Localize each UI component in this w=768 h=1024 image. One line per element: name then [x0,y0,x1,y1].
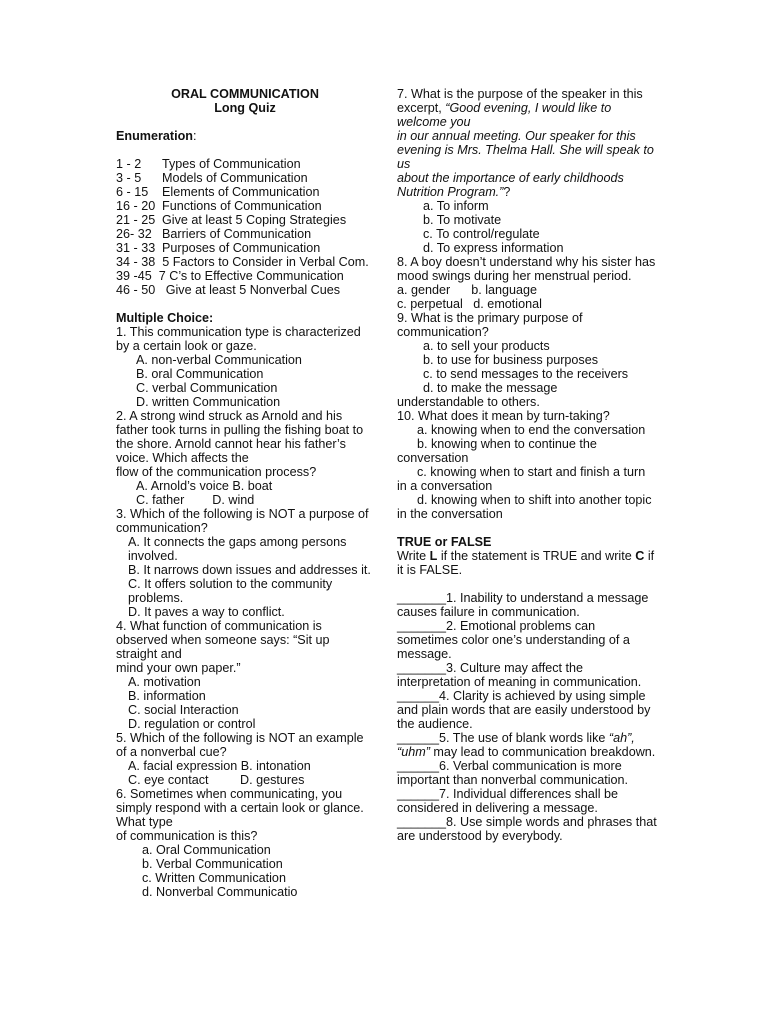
option: a. Oral Communication [142,843,271,857]
question-4: 4. What function of communication is observed when someone says: “Sit up straight and [116,619,330,661]
list-item: 34 - 38 5 Factors to Consider in Verbal Com. [116,255,369,269]
option: A. facial expression B. intonation [128,759,311,773]
question-6: 6. Sometimes when communicating, you simply respond with a certain look or glance. What type [116,787,364,829]
tf-heading: TRUE or FALSE [397,535,492,549]
option: C. It offers solution to the community problems. [128,577,333,605]
question-5: 5. Which of the following is NOT an example of a nonverbal cue? [116,731,364,759]
list-item: 6 - 15 Elements of Communication [116,185,320,199]
option: a. gender b. language [397,283,538,297]
tf-item-1: _______1. Inability to understand a message causes failure in communication. [397,591,649,619]
option: a. knowing when to end the conversation [417,423,646,437]
tf-item-3: _______3. Culture may affect the interpretation of meaning in communication. [397,661,642,689]
option-cont: understandable to others. [397,395,540,409]
question-8: 8. A boy doesn’t understand why his sister has mood swings during her menstrual period. [397,255,656,283]
option: c. knowing when to start and finish a turn in a conversation [397,465,646,493]
question-6-cont: of communication is this? [116,829,258,843]
option: b. To motivate [423,213,502,227]
option: b. knowing when to continue the conversation [397,437,597,465]
list-item: 31 - 33 Purposes of Communication [116,241,321,255]
mc-heading: Multiple Choice: [116,311,214,325]
list-item: 21 - 25 Give at least 5 Coping Strategies [116,213,347,227]
tf-item-8: _______8. Use simple words and phrases that are understood by everybody. [397,815,657,843]
option: c. to send messages to the receivers [423,367,629,381]
option: C. verbal Communication [136,381,278,395]
option: d. knowing when to shift into another topic in the conversation [397,493,652,521]
enumeration-heading: Enumeration: [116,129,197,143]
option: d. Nonverbal Communicatio [142,885,298,899]
question-7: 7. What is the purpose of the speaker in this excerpt, “Good evening, I would like to welcome you [397,87,643,129]
question-9: 9. What is the primary purpose of communication? [397,311,583,339]
tf-item-4: ______4. Clarity is achieved by using simple and plain words that are easily understood by the audience. [397,689,651,731]
option: C. social Interaction [128,703,239,717]
page-subtitle: Long Quiz [214,101,276,115]
tf-item-2: _______2. Emotional problems can sometimes color one’s understanding of a message. [397,619,630,661]
option: c. Written Communication [142,871,286,885]
left-column [116,87,374,899]
option: c. perpetual d. emotional [397,297,542,311]
option: D. written Communication [136,395,281,409]
tf-item-7: ______7. Individual differences shall be considered in delivering a message. [397,787,619,815]
option: B. oral Communication [136,367,264,381]
option: d. To express information [423,241,564,255]
option: B. information [128,689,206,703]
question-10: 10. What does it mean by turn-taking? [397,409,610,423]
option: b. Verbal Communication [142,857,283,871]
list-item: 1 - 2 Types of Communication [116,157,301,171]
option: a. to sell your products [423,339,550,353]
page-title: ORAL COMMUNICATION [171,87,319,101]
tf-instructions: Write L if the statement is TRUE and write C if it is FALSE. [397,549,655,577]
enumeration-list [116,157,374,297]
option: c. To control/regulate [423,227,540,241]
tf-item-5: ______5. The use of blank words like “ah”, “uhm” may lead to communication breakdown. [397,731,656,759]
tf-item-6: ______6. Verbal communication is more important than nonverbal communication. [397,759,629,787]
question-3: 3. Which of the following is NOT a purpose of communication? [116,507,369,535]
right-column [397,87,657,843]
option: C. eye contact D. gestures [128,773,305,787]
list-item: 46 - 50 Give at least 5 Nonverbal Cues [116,283,341,297]
option: D. regulation or control [128,717,256,731]
list-item: 3 - 5 Models of Communication [116,171,308,185]
question-2-cont: flow of the communication process? [116,465,317,479]
list-item: 16 - 20 Functions of Communication [116,199,322,213]
list-item: 39 -45 7 C’s to Effective Communication [116,269,344,283]
question-4-cont: mind your own paper.” [116,661,241,675]
option: A. motivation [128,675,201,689]
option: A. Arnold’s voice B. boat [136,479,273,493]
option: D. It paves a way to conflict. [128,605,285,619]
option: A. non-verbal Communication [136,353,302,367]
question-1: 1. This communication type is characterized by a certain look or gaze. [116,325,361,353]
option: d. to make the message [423,381,558,395]
option: B. It narrows down issues and addresses it. [128,563,371,577]
option: C. father D. wind [136,493,255,507]
question-2: 2. A strong wind struck as Arnold and his father took turns in pulling the fishing boat to the shore. Arnold cannot hear his father’s voice. Which affects the [116,409,364,465]
question-7-quote-end: about the importance of early childhoods Nutrition Program.”? [397,171,624,199]
option: a. To inform [423,199,489,213]
question-7-quote: in our annual meeting. Our speaker for this evening is Mrs. Thelma Hall. She will speak to us [397,129,654,171]
option: A. It connects the gaps among persons involved. [128,535,347,563]
option: b. to use for business purposes [423,353,599,367]
list-item: 26- 32 Barriers of Communication [116,227,312,241]
